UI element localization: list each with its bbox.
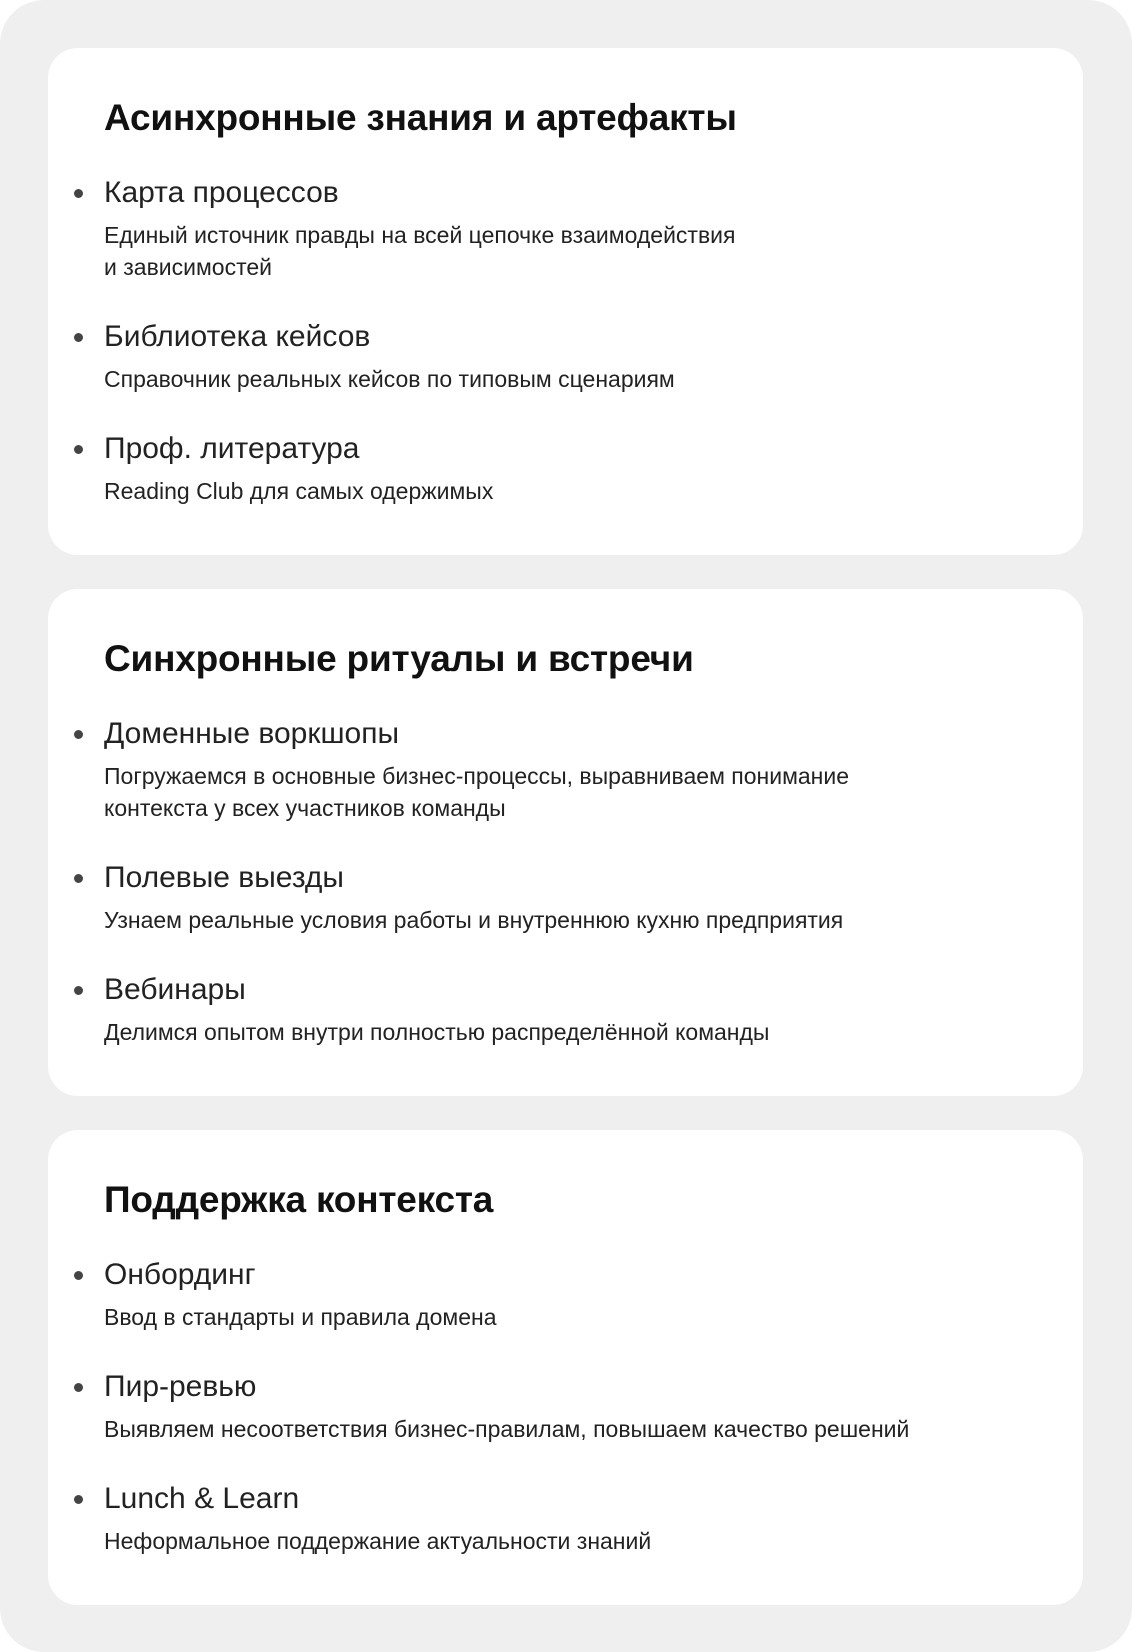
section-card-async: [48, 48, 1083, 555]
list-item: [104, 970, 1043, 1048]
item-title: Онбординг: [104, 1258, 256, 1291]
item-title: Карта процессов: [104, 176, 339, 209]
bullet-icon: [74, 333, 83, 342]
section-title: Поддержка контекста: [104, 1179, 494, 1220]
item-description: Погружаемся в основные бизнес-процессы, выравниваем понимание контекста у всех участников команды: [104, 763, 850, 821]
bullet-icon: [74, 1271, 83, 1280]
list-item: [104, 173, 1043, 283]
bullet-icon: [74, 189, 83, 198]
list-item: [104, 1255, 1043, 1333]
list-item: [104, 1367, 1043, 1445]
list-item: [104, 714, 1043, 824]
item-description: Reading Club для самых одержимых: [104, 478, 494, 504]
item-description: Делимся опытом внутри полностью распределённой команды: [104, 1019, 770, 1045]
item-description: Единый источник правды на всей цепочке взаимодействия и зависимостей: [104, 222, 736, 280]
section-title: Синхронные ритуалы и встречи: [104, 638, 694, 679]
item-description: Неформальное поддержание актуальности знаний: [104, 1528, 652, 1554]
item-list: [104, 714, 1043, 1048]
bullet-icon: [74, 1495, 83, 1504]
item-description: Справочник реальных кейсов по типовым сценариям: [104, 366, 675, 392]
item-title: Проф. литература: [104, 432, 360, 465]
item-description: Ввод в стандарты и правила домена: [104, 1304, 497, 1330]
bullet-icon: [74, 445, 83, 454]
item-title: Библиотека кейсов: [104, 320, 371, 353]
item-title: Lunch & Learn: [104, 1482, 300, 1515]
list-item: [104, 1479, 1043, 1557]
bullet-icon: [74, 1383, 83, 1392]
list-item: [104, 317, 1043, 395]
section-card-sync: [48, 589, 1083, 1096]
item-title: Доменные воркшопы: [104, 717, 400, 750]
list-item: [104, 858, 1043, 936]
item-title: Пир-ревью: [104, 1370, 257, 1403]
item-list: [104, 173, 1043, 507]
bullet-icon: [74, 730, 83, 739]
item-title: Полевые выезды: [104, 861, 344, 894]
bullet-icon: [74, 986, 83, 995]
list-item: [104, 429, 1043, 507]
item-description: Узнаем реальные условия работы и внутреннюю кухню предприятия: [104, 907, 844, 933]
bullet-icon: [74, 874, 83, 883]
section-title: Асинхронные знания и артефакты: [104, 97, 737, 138]
item-title: Вебинары: [104, 973, 246, 1006]
section-card-context: [48, 1130, 1083, 1605]
item-description: Выявляем несоответствия бизнес-правилам, повышаем качество решений: [104, 1416, 910, 1442]
item-list: [104, 1255, 1043, 1557]
